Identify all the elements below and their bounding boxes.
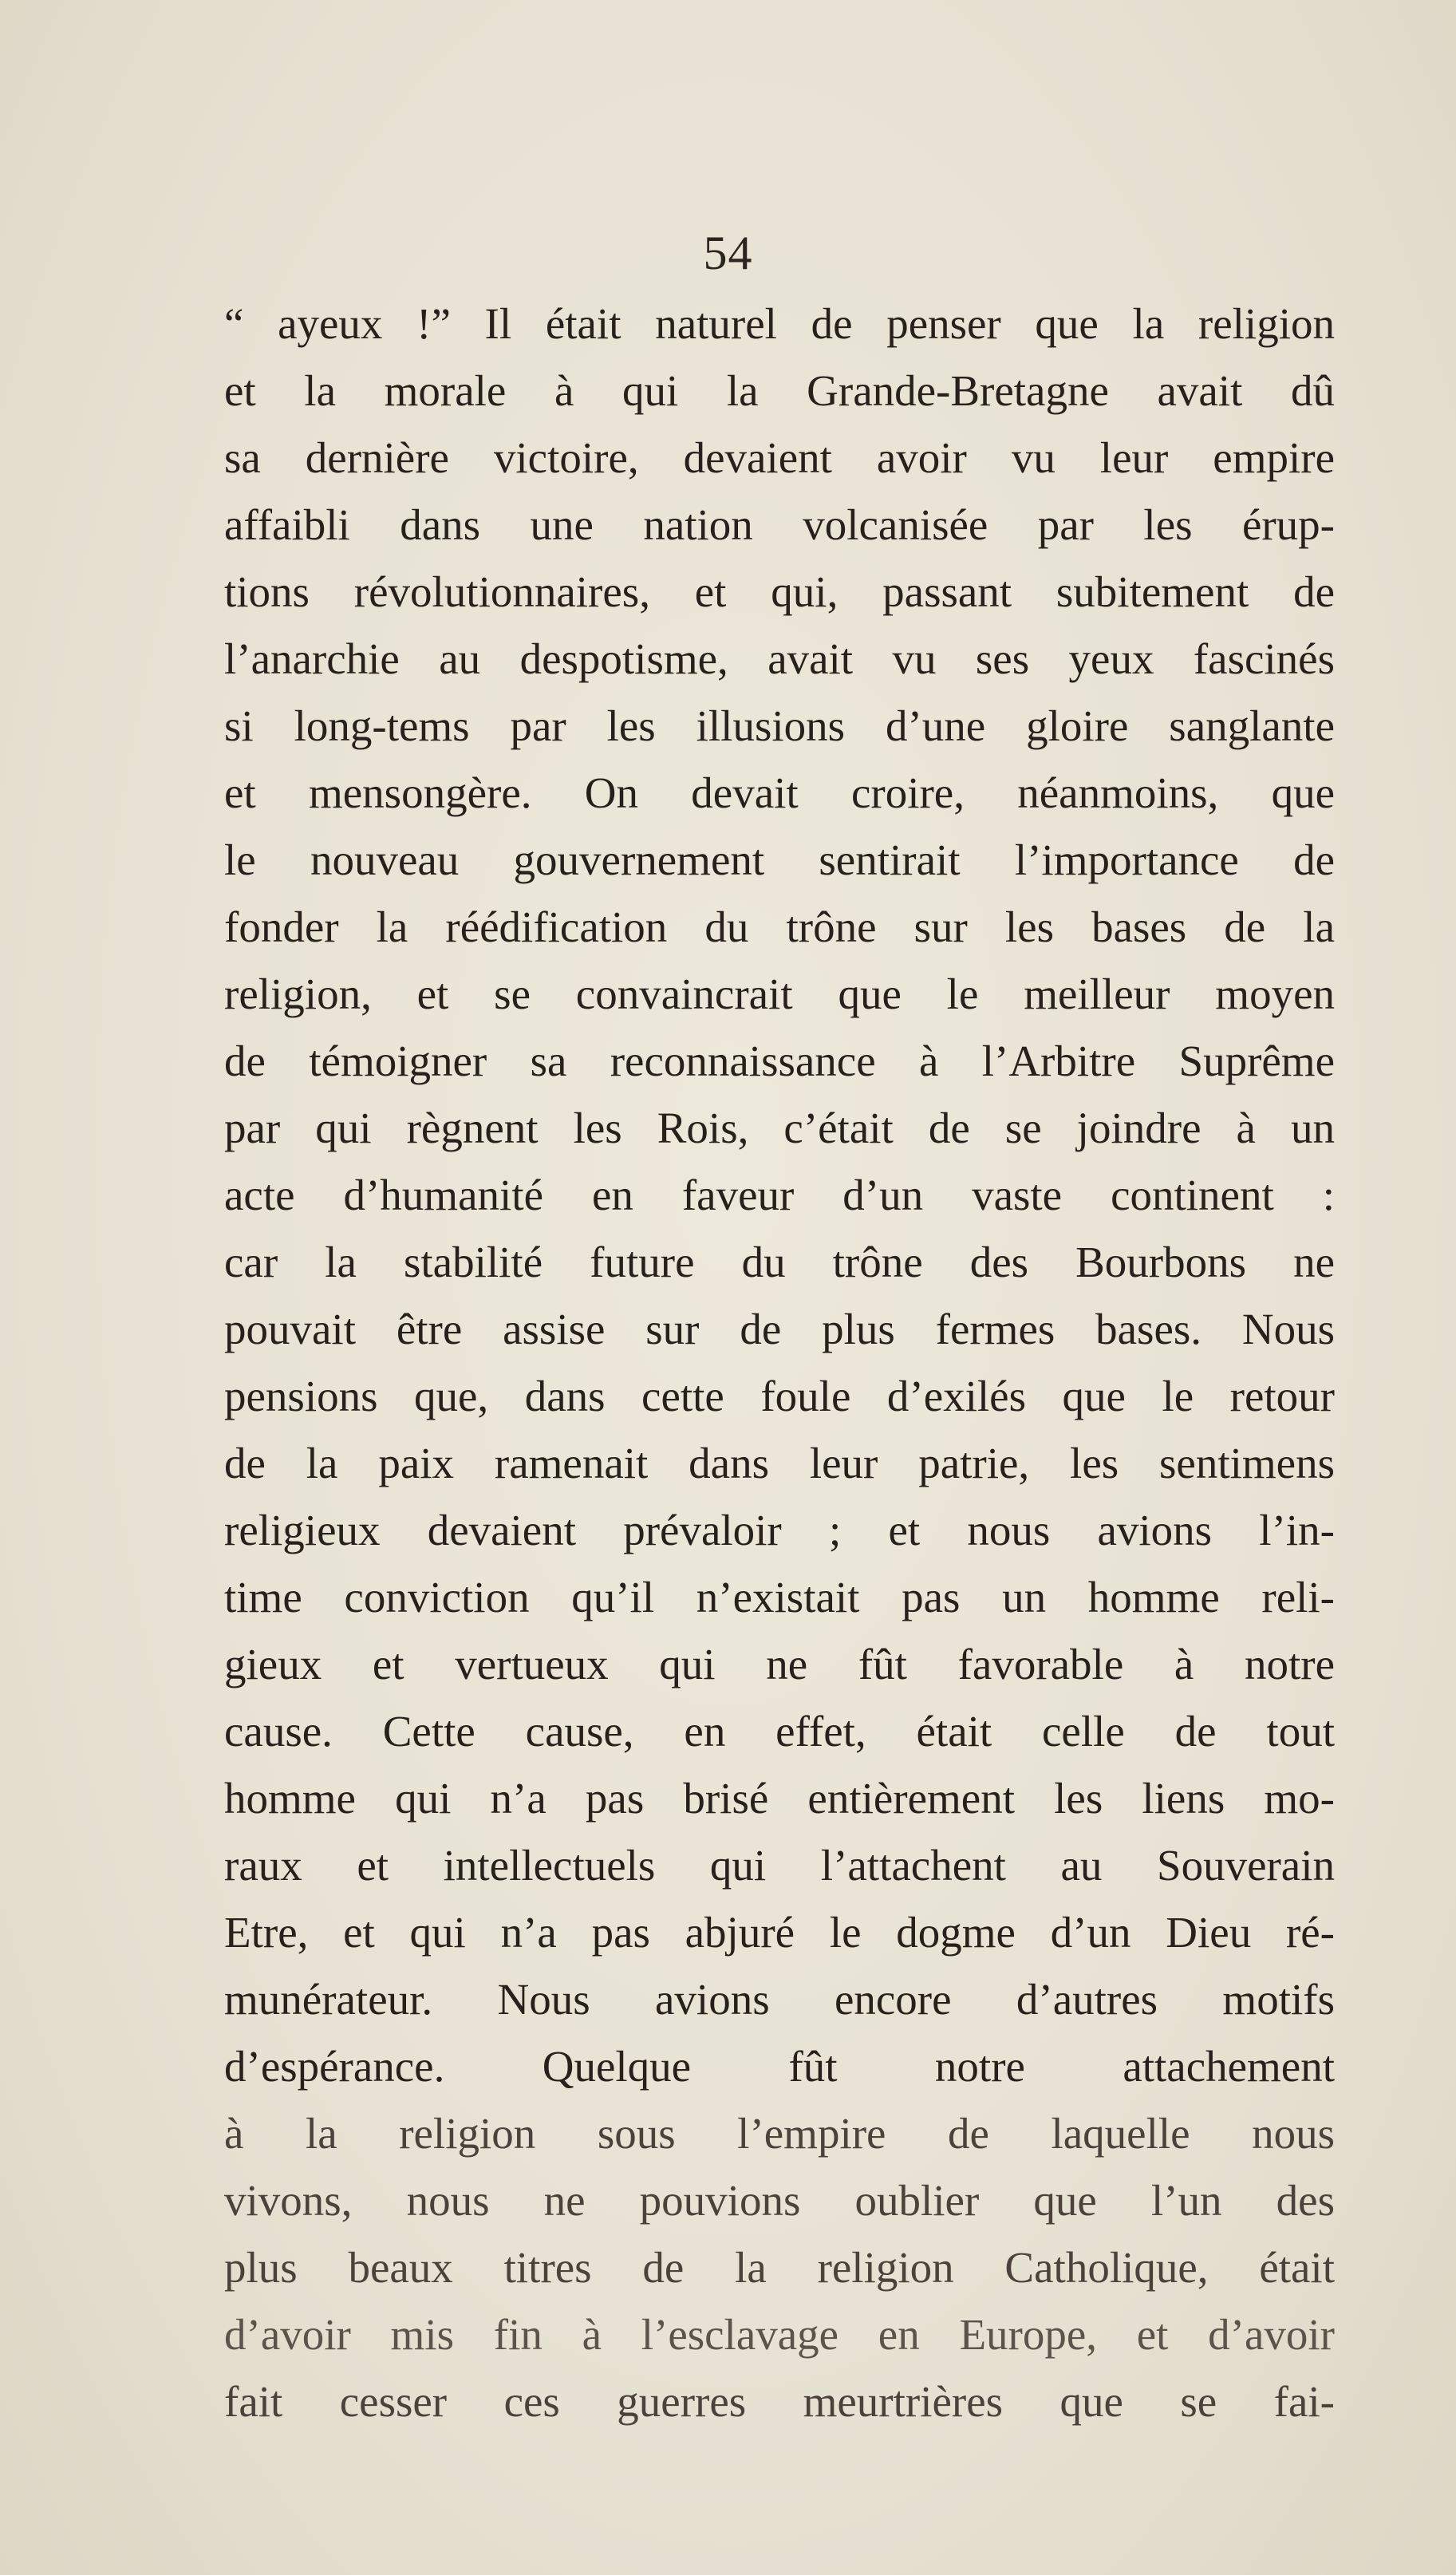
text-line: tions révolutionnaires, et qui, passant subitement de xyxy=(224,567,1335,616)
text-line: homme qui n’a pas brisé entièrement les liens mo- xyxy=(224,1774,1335,1823)
text-line: cause. Cette cause, en effet, était celle de tout xyxy=(224,1707,1335,1756)
text-line: à la religion sous l’empire de laquelle nous xyxy=(224,2109,1335,2158)
text-line: fait cesser ces guerres meurtrières que se fai- xyxy=(224,2377,1335,2426)
page-number: 54 xyxy=(703,227,753,279)
text-line: l’anarchie au despotisme, avait vu ses yeux fascinés xyxy=(224,634,1335,683)
text-line: par qui règnent les Rois, c’était de se joindre à un xyxy=(224,1104,1335,1152)
text-line: raux et intellectuels qui l’attachent au Souverain xyxy=(224,1841,1335,1890)
text-line: affaibli dans une nation volcanisée par les érup- xyxy=(224,500,1335,549)
text-line: vivons, nous ne pouvions oublier que l’un des xyxy=(224,2176,1335,2225)
text-line: plus beaux titres de la religion Catholique, était xyxy=(224,2243,1335,2292)
text-line: fonder la réédification du trône sur les bases de la xyxy=(224,902,1335,951)
text-line: et la morale à qui la Grande-Bretagne avait dû xyxy=(224,366,1335,415)
text-line: acte d’humanité en faveur d’un vaste continent : xyxy=(224,1171,1335,1219)
text-line: religieux devaient prévaloir ; et nous avions l’in- xyxy=(224,1506,1335,1554)
text-line: si long-tems par les illusions d’une gloire sanglante xyxy=(224,701,1335,750)
text-line: d’avoir mis fin à l’esclavage en Europe, et d’avoir xyxy=(224,2310,1335,2359)
text-line: Etre, et qui n’a pas abjuré le dogme d’un Dieu ré- xyxy=(224,1908,1335,1957)
body-text xyxy=(224,290,1335,2435)
text-line: time conviction qu’il n’existait pas un homme reli- xyxy=(224,1573,1335,1621)
text-line: religion, et se convaincrait que le meilleur moyen xyxy=(224,970,1335,1018)
text-line: pouvait être assise sur de plus fermes bases. Nous xyxy=(224,1305,1335,1353)
text-line: d’espérance. Quelque fût notre attachement xyxy=(224,2042,1335,2091)
text-line: et mensongère. On devait croire, néanmoins, que xyxy=(224,768,1335,817)
text-line: sa dernière victoire, devaient avoir vu leur empire xyxy=(224,433,1335,482)
text-line: “ ayeux !” Il était naturel de penser que la religion xyxy=(224,299,1335,348)
text-line: de témoigner sa reconnaissance à l’Arbitre Suprême xyxy=(224,1037,1335,1085)
text-line: pensions que, dans cette foule d’exilés que le retour xyxy=(224,1372,1335,1420)
text-line: de la paix ramenait dans leur patrie, les sentimens xyxy=(224,1439,1335,1487)
text-line: gieux et vertueux qui ne fût favorable à notre xyxy=(224,1640,1335,1688)
text-line: le nouveau gouvernement sentirait l’importance de xyxy=(224,835,1335,884)
text-line: munérateur. Nous avions encore d’autres motifs xyxy=(224,1975,1335,2024)
text-line: car la stabilité future du trône des Bourbons ne xyxy=(224,1238,1335,1286)
